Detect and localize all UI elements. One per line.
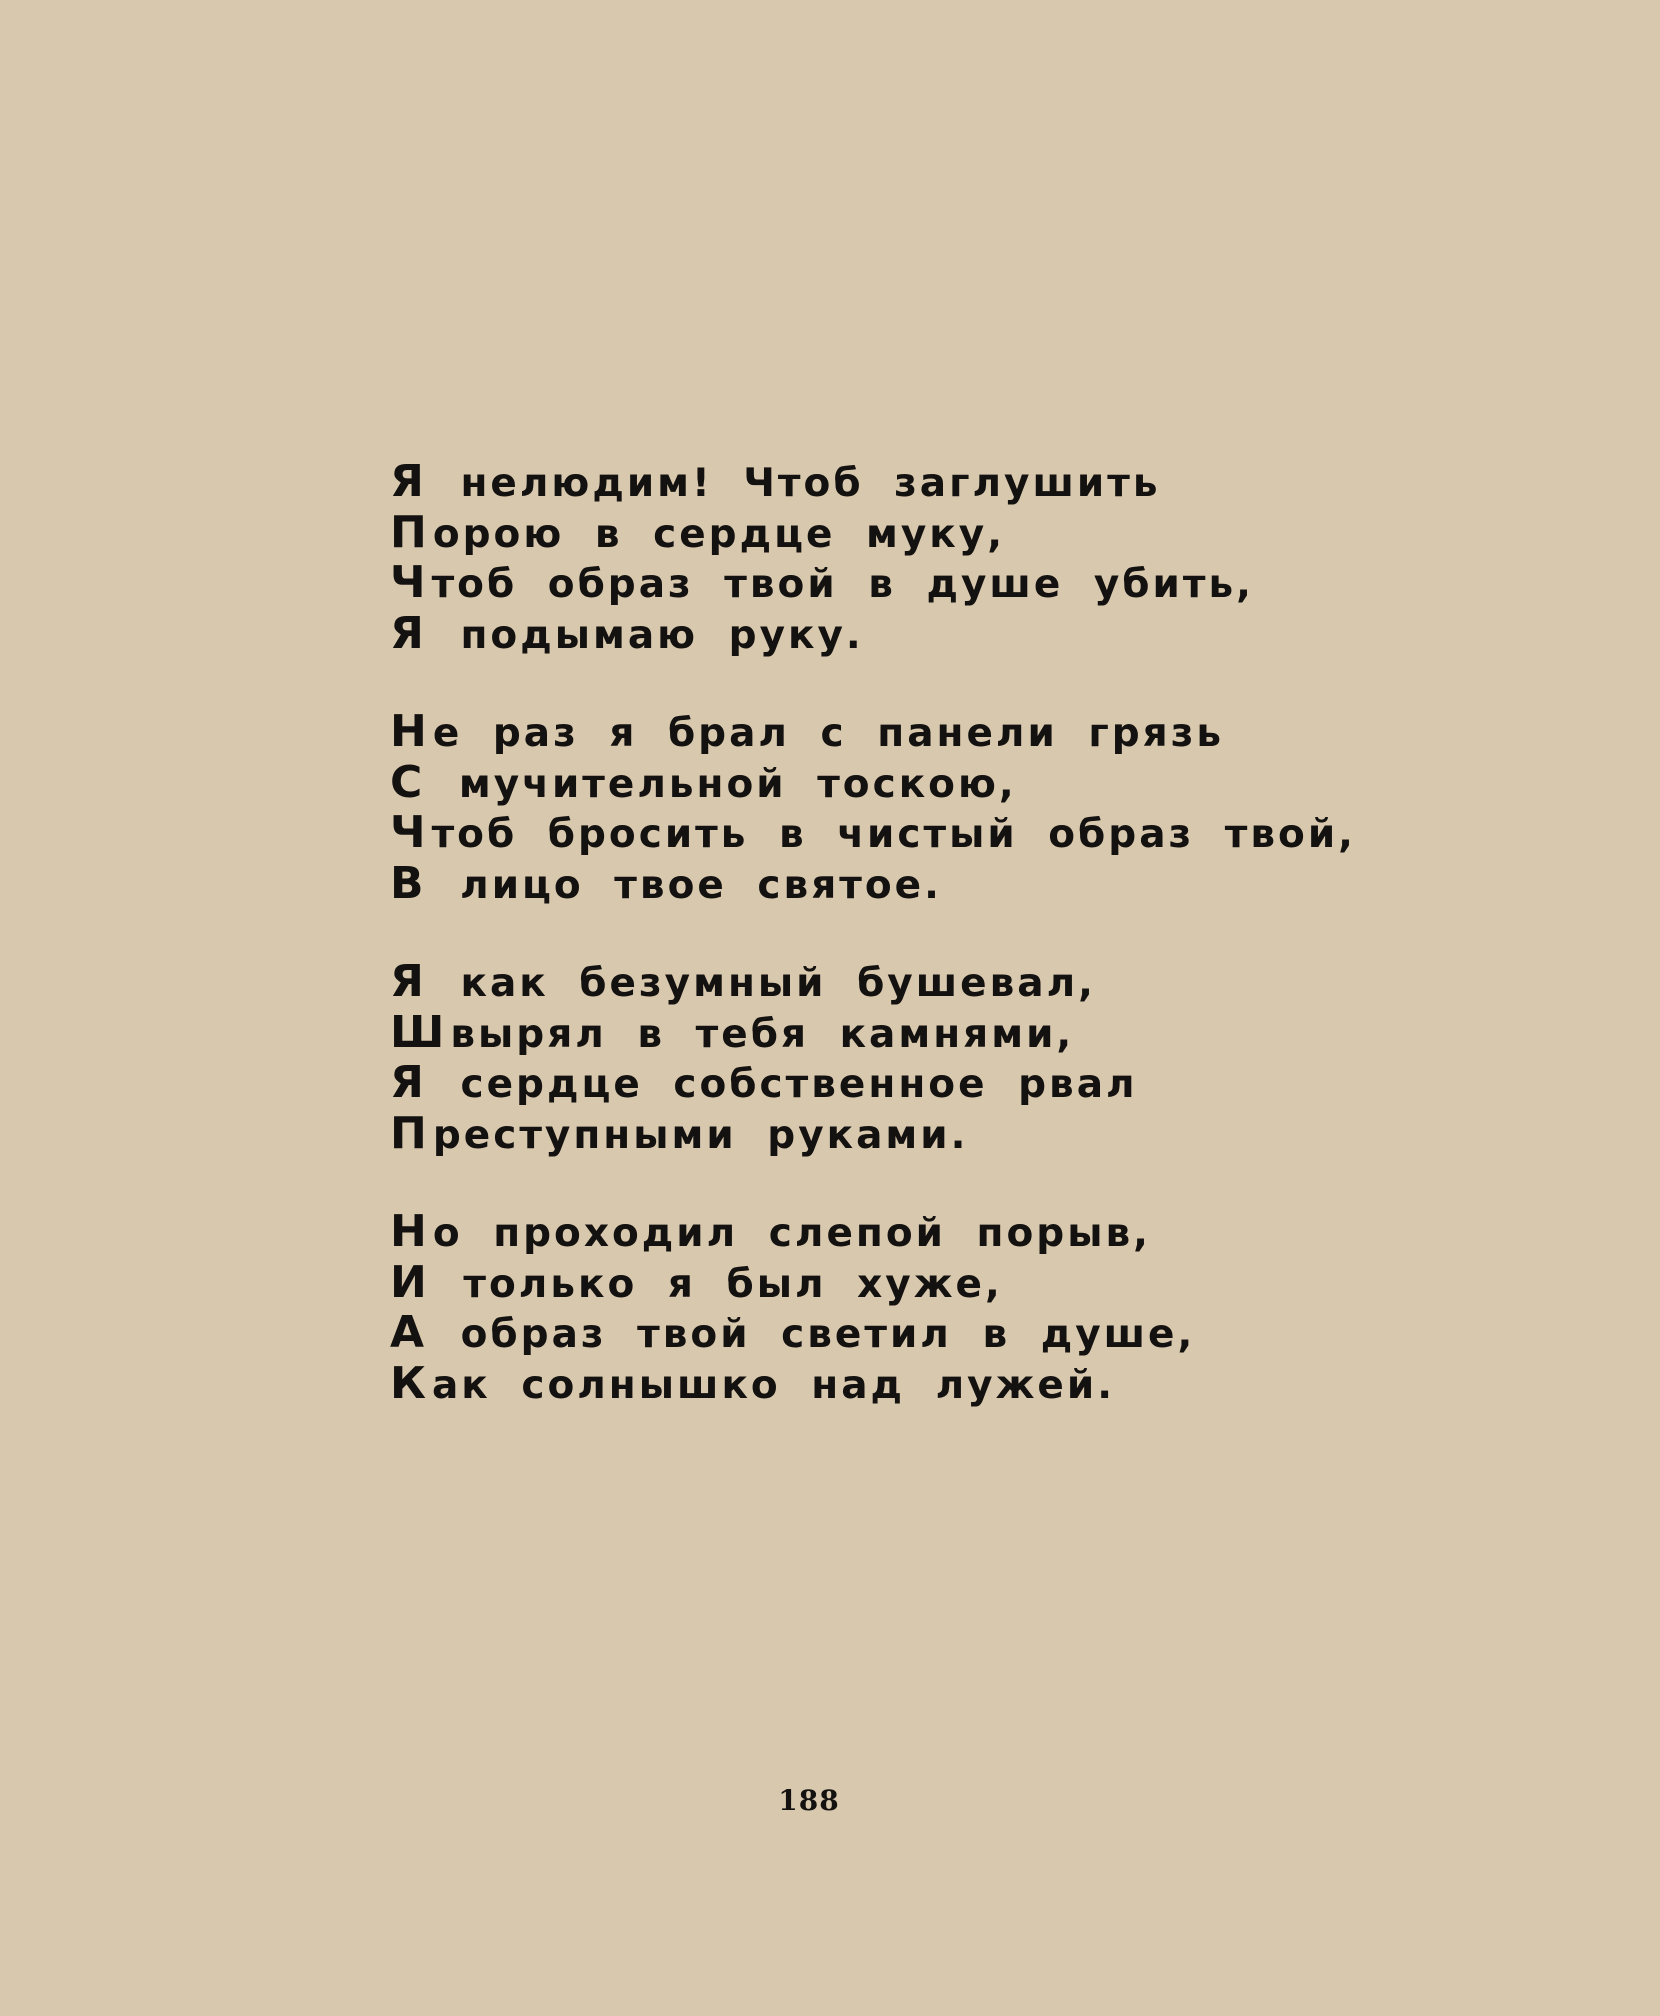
stanza-4 [390, 1208, 1390, 1410]
stanza-2 [390, 708, 1390, 910]
poem-line: Порою в сердце муку, [390, 506, 1006, 558]
poem-line: Чтоб образ твой в душе убить, [390, 557, 1254, 608]
poem-line: Я нелюдим! Чтоб заглушить [390, 456, 1161, 507]
poem-line: С мучительной тоскою, [390, 756, 1017, 808]
poem-line: Как солнышко над лужей. [390, 1357, 1116, 1409]
poem-line: Швырял в тебя камнями, [390, 1006, 1075, 1058]
poem-line: В лицо твое святое. [390, 857, 942, 909]
poem-line: Но проходил слепой порыв, [390, 1206, 1151, 1257]
poem-line: Я как безумный бушевал, [390, 956, 1096, 1007]
poem-line: Чтоб бросить в чистый образ твой, [390, 807, 1356, 858]
poem-line: Не раз я брал с панели грязь [390, 706, 1225, 757]
stanza-3 [390, 958, 1390, 1160]
poem-line: И только я был хуже, [390, 1256, 1003, 1308]
page-number: 188 [778, 1784, 840, 1817]
poem [390, 458, 1390, 1458]
poem-line: Я сердце собственное рвал [390, 1057, 1138, 1108]
poem-line: Я подымаю руку. [390, 607, 864, 659]
stanza-1 [390, 458, 1390, 660]
poem-line: А образ твой светил в душе, [390, 1307, 1196, 1358]
poem-line: Преступными руками. [390, 1107, 969, 1159]
